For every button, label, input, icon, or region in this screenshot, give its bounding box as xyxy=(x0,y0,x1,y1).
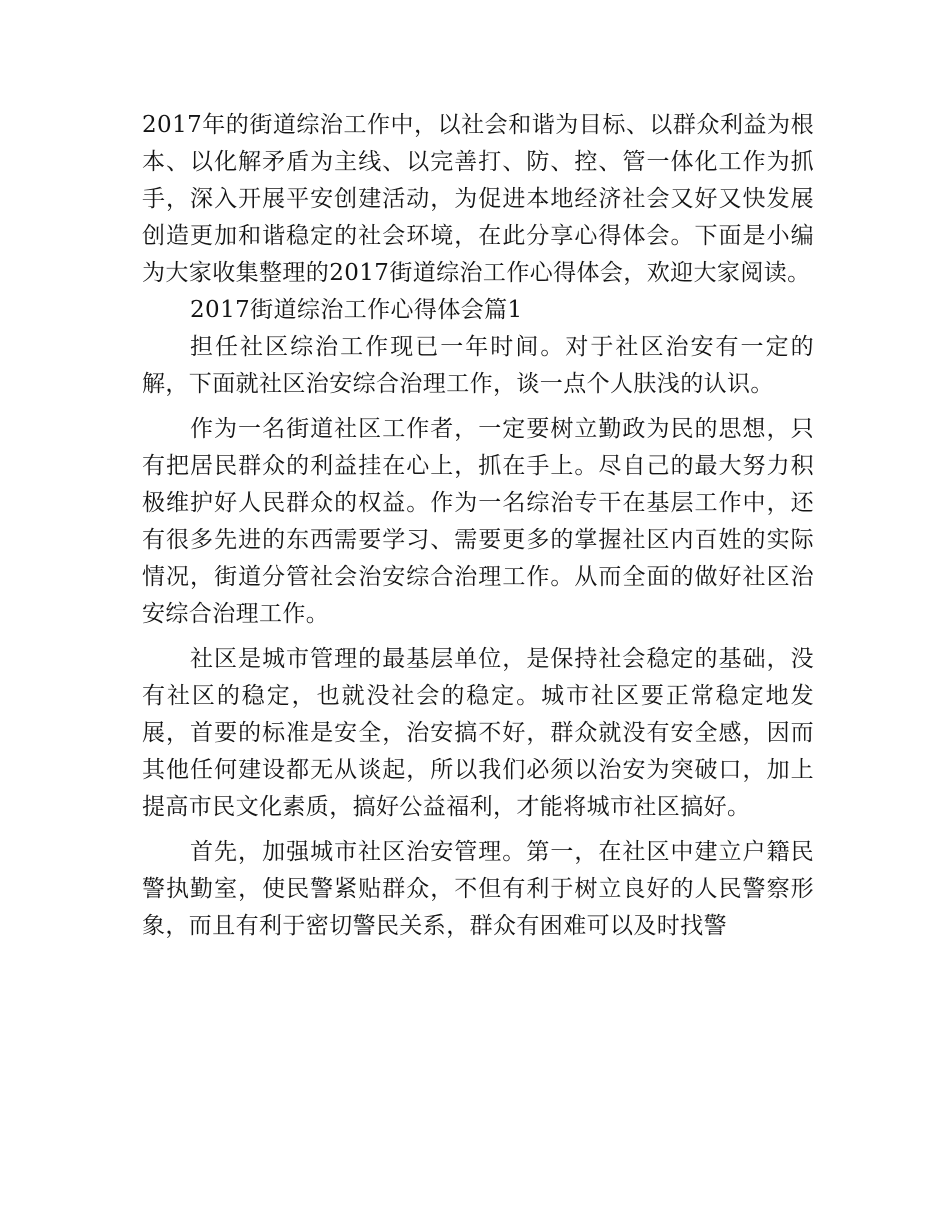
intro-paragraph: 2017年的街道综治工作中，以社会和谐为目标、以群众利益为根本、以化解矛盾为主线、以完善打、防、控、管一体化工作为抓手，深入开展平安创建活动，为促进本地经济社会又好又快发展创造更加和谐稳定的社会环境，在此分享心得体会。下面是小编为大家收集整理的2017街道综治工作心得体会，欢迎大家阅读。 xyxy=(142,112,814,286)
body-paragraph-3: 社区是城市管理的最基层单位，是保持社会稳定的基础，没有社区的稳定，也就没社会的稳定。城市社区要正常稳定地发展，首要的标准是安全，治安搞不好，群众就没有安全感，因而其他任何建设都无从谈起，所以我们必须以治安为突破口，加上提高市民文化素质，搞好公益福利，才能将城市社区搞好。 xyxy=(142,646,814,820)
body-paragraph-4: 首先，加强城市社区治安管理。第一，在社区中建立户籍民警执勤室，使民警紧贴群众，不但有利于树立良好的人民警察形象，而且有利于密切警民关系，群众有困难可以及时找警 xyxy=(142,839,814,939)
body-paragraph-1: 担任社区综治工作现已一年时间。对于社区治安有一定的解，下面就社区治安综合治理工作，谈一点个人肤浅的认识。 xyxy=(142,334,814,397)
body-paragraph-2: 作为一名街道社区工作者，一定要树立勤政为民的思想，只有把居民群众的利益挂在心上，抓在手上。尽自己的最大努力积极维护好人民群众的权益。作为一名综治专干在基层工作中，还有很多先进的东西需要学习、需要更多的掌握社区内百姓的实际情况，街道分管社会治安综合治理工作。从而全面的做好社区治安综合治理工作。 xyxy=(142,416,814,627)
document-page xyxy=(142,107,814,945)
section-heading: 2017街道综治工作心得体会篇1 xyxy=(190,297,523,323)
